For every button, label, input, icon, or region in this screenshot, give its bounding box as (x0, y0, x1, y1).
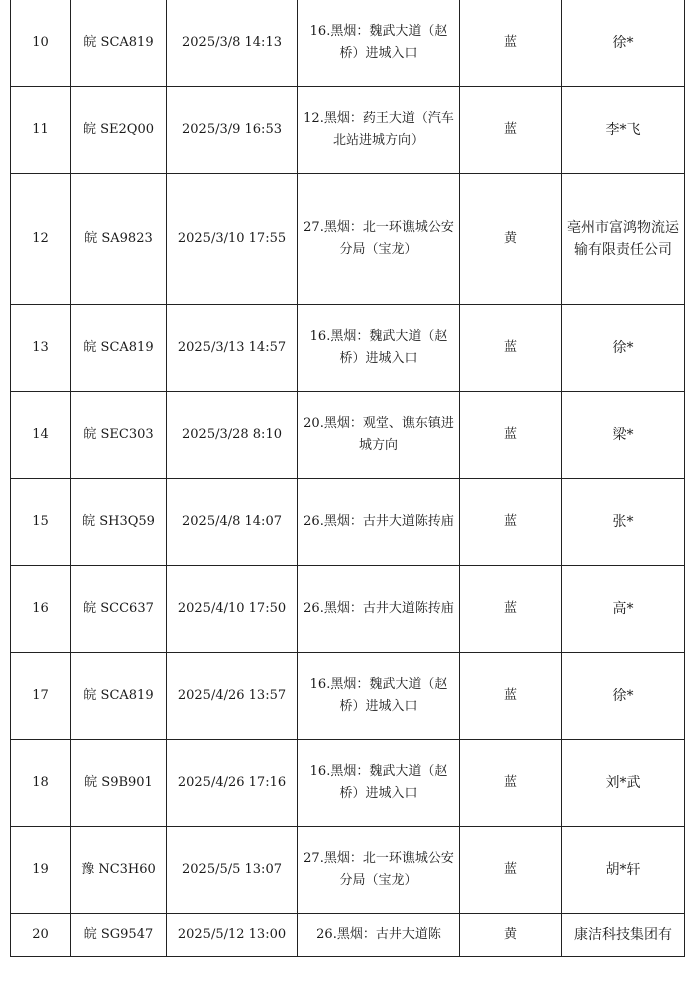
vehicle-owner: 梁* (562, 392, 685, 479)
table-row (11, 914, 685, 957)
row-number: 16 (11, 566, 71, 653)
plate-number: 皖 SCA819 (71, 0, 167, 87)
table-row (11, 740, 685, 827)
capture-location: 16.黑烟：魏武大道（赵桥）进城入口 (298, 305, 460, 392)
plate-number: 皖 SA9823 (71, 174, 167, 305)
capture-time: 2025/4/26 17:16 (167, 740, 298, 827)
row-number: 19 (11, 827, 71, 914)
vehicle-owner: 李*飞 (562, 87, 685, 174)
plate-color: 黄 (460, 914, 562, 957)
table-row (11, 87, 685, 174)
plate-color: 蓝 (460, 479, 562, 566)
capture-location: 27.黑烟：北一环谯城公安分局（宝龙） (298, 174, 460, 305)
plate-color: 蓝 (460, 87, 562, 174)
plate-color: 蓝 (460, 566, 562, 653)
plate-number: 豫 NC3H60 (71, 827, 167, 914)
row-number: 15 (11, 479, 71, 566)
row-number: 20 (11, 914, 71, 957)
vehicle-owner: 徐* (562, 305, 685, 392)
plate-number: 皖 SEC303 (71, 392, 167, 479)
plate-number: 皖 SG9547 (71, 914, 167, 957)
row-number: 12 (11, 174, 71, 305)
capture-location: 26.黑烟：古井大道陈抟庙 (298, 566, 460, 653)
capture-location: 16.黑烟：魏武大道（赵桥）进城入口 (298, 740, 460, 827)
capture-time: 2025/3/8 14:13 (167, 0, 298, 87)
capture-time: 2025/4/10 17:50 (167, 566, 298, 653)
table-row (11, 0, 685, 87)
row-number: 14 (11, 392, 71, 479)
capture-time: 2025/5/5 13:07 (167, 827, 298, 914)
row-number: 18 (11, 740, 71, 827)
vehicle-owner: 徐* (562, 0, 685, 87)
capture-location: 27.黑烟：北一环谯城公安分局（宝龙） (298, 827, 460, 914)
table-row (11, 827, 685, 914)
row-number: 10 (11, 0, 71, 87)
plate-number: 皖 SE2Q00 (71, 87, 167, 174)
plate-number: 皖 SCA819 (71, 653, 167, 740)
capture-location: 26.黑烟：古井大道陈 (298, 914, 460, 957)
vehicle-owner: 高* (562, 566, 685, 653)
plate-color: 蓝 (460, 740, 562, 827)
violation-table (10, 0, 685, 957)
table-row (11, 174, 685, 305)
capture-location: 20.黑烟：观堂、谯东镇进城方向 (298, 392, 460, 479)
table-row (11, 392, 685, 479)
vehicle-owner: 胡*轩 (562, 827, 685, 914)
plate-number: 皖 S9B901 (71, 740, 167, 827)
capture-time: 2025/4/26 13:57 (167, 653, 298, 740)
violation-table-page (10, 0, 684, 957)
capture-time: 2025/3/28 8:10 (167, 392, 298, 479)
row-number: 13 (11, 305, 71, 392)
plate-number: 皖 SH3Q59 (71, 479, 167, 566)
table-row (11, 305, 685, 392)
capture-location: 12.黑烟：药王大道（汽车北站进城方向） (298, 87, 460, 174)
table-row (11, 653, 685, 740)
capture-location: 16.黑烟：魏武大道（赵桥）进城入口 (298, 0, 460, 87)
vehicle-owner: 张* (562, 479, 685, 566)
row-number: 17 (11, 653, 71, 740)
capture-time: 2025/3/9 16:53 (167, 87, 298, 174)
capture-time: 2025/3/13 14:57 (167, 305, 298, 392)
capture-location: 26.黑烟：古井大道陈抟庙 (298, 479, 460, 566)
plate-color: 蓝 (460, 392, 562, 479)
capture-location: 16.黑烟：魏武大道（赵桥）进城入口 (298, 653, 460, 740)
capture-time: 2025/4/8 14:07 (167, 479, 298, 566)
vehicle-owner: 康洁科技集团有 (562, 914, 685, 957)
plate-color: 蓝 (460, 827, 562, 914)
plate-number: 皖 SCC637 (71, 566, 167, 653)
vehicle-owner: 刘*武 (562, 740, 685, 827)
plate-number: 皖 SCA819 (71, 305, 167, 392)
vehicle-owner: 徐* (562, 653, 685, 740)
capture-time: 2025/3/10 17:55 (167, 174, 298, 305)
plate-color: 蓝 (460, 0, 562, 87)
table-body (11, 0, 685, 957)
plate-color: 蓝 (460, 653, 562, 740)
table-row (11, 479, 685, 566)
plate-color: 黄 (460, 174, 562, 305)
plate-color: 蓝 (460, 305, 562, 392)
row-number: 11 (11, 87, 71, 174)
table-row (11, 566, 685, 653)
capture-time: 2025/5/12 13:00 (167, 914, 298, 957)
vehicle-owner: 亳州市富鸿物流运输有限责任公司 (562, 174, 685, 305)
